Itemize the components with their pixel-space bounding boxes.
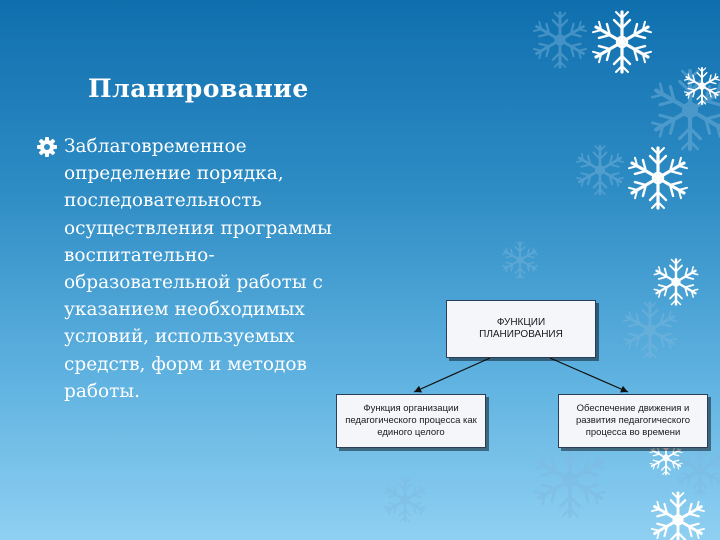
organization-function-box	[336, 394, 486, 448]
development-function-box	[558, 394, 708, 448]
gear-bullet-icon	[36, 136, 58, 158]
planning-functions-box	[446, 300, 596, 358]
slide-title: Планирование	[88, 74, 309, 103]
functions-diagram	[330, 296, 715, 456]
planning-functions-label: ФУНКЦИИ ПЛАНИРОВАНИЯ	[479, 317, 563, 340]
bullet-text: Заблаговременное определение порядка, последовательность осуществления программы воспитательно- образовательной работы с указанием необходимых условий, используемых средств, форм и методов работы.	[64, 136, 332, 402]
development-function-label: Обеспечение движения и развития педагогического процесса во времени	[575, 403, 691, 438]
organization-function-label: Функция организации педагогического процесса как единого целого	[345, 403, 477, 438]
